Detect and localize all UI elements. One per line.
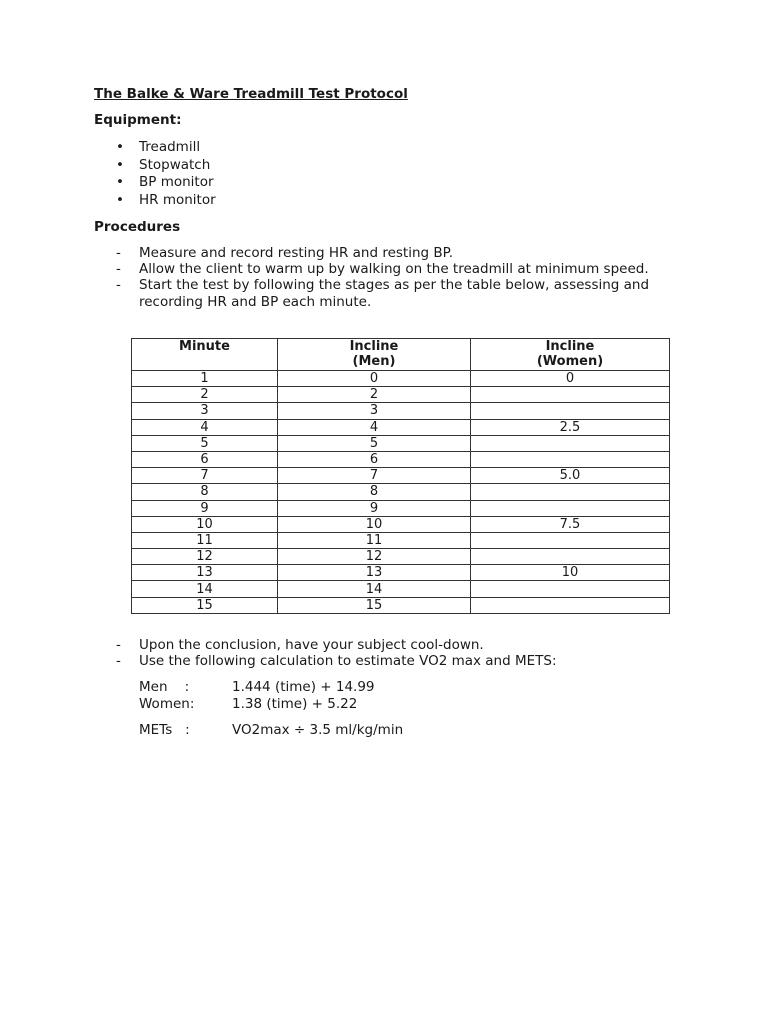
cell-minute: 3 — [132, 403, 278, 419]
procedure-step: - Upon the conclusion, have your subject cool-down. — [116, 637, 484, 653]
men-formula — [139, 679, 375, 696]
dash-icon: - — [116, 637, 121, 653]
cell-women: 0 — [471, 371, 670, 387]
cell-women — [471, 532, 670, 548]
table-row — [132, 403, 670, 419]
cell-men: 15 — [278, 597, 471, 613]
cell-men: 11 — [278, 532, 471, 548]
conclusion-steps — [94, 637, 654, 669]
equipment-heading: Equipment: — [94, 112, 182, 128]
cell-men: 9 — [278, 500, 471, 516]
list-item: • BP monitor — [116, 174, 214, 190]
cell-minute: 2 — [132, 387, 278, 403]
mets-formula-value: VO2max ÷ 3.5 ml/kg/min — [232, 722, 404, 738]
bullet-icon: • — [116, 191, 124, 208]
list-item: • HR monitor — [116, 191, 216, 208]
stages-table — [131, 338, 670, 614]
cell-minute: 13 — [132, 565, 278, 581]
table-header-row — [132, 339, 670, 371]
women-formula-value: 1.38 (time) + 5.22 — [232, 696, 358, 712]
men-formula-value: 1.444 (time) + 14.99 — [232, 679, 375, 695]
table-row — [132, 532, 670, 548]
header-incline-men: Incline (Men) — [278, 339, 471, 371]
procedure-steps — [94, 245, 654, 310]
cell-women: 10 — [471, 565, 670, 581]
men-formula-label: Men : — [139, 679, 190, 695]
cell-men: 2 — [278, 387, 471, 403]
cell-women — [471, 484, 670, 500]
procedure-step: - Measure and record resting HR and resting BP. — [116, 245, 453, 261]
cell-minute: 1 — [132, 371, 278, 387]
procedure-step: - Start the test by following the stages as per the table below, assessing and recording HR and BP each minute. — [116, 277, 650, 310]
cell-minute: 9 — [132, 500, 278, 516]
table-row — [132, 581, 670, 597]
cell-minute: 10 — [132, 516, 278, 532]
cell-women: 5.0 — [471, 468, 670, 484]
table-row — [132, 516, 670, 532]
cell-women — [471, 549, 670, 565]
bullet-icon: • — [116, 156, 124, 173]
cell-women: 7.5 — [471, 516, 670, 532]
cell-minute: 12 — [132, 549, 278, 565]
list-item: • Stopwatch — [116, 156, 211, 173]
cell-men: 3 — [278, 403, 471, 419]
table-row — [132, 371, 670, 387]
cell-minute: 5 — [132, 435, 278, 451]
dash-icon: - — [116, 261, 121, 278]
cell-men: 13 — [278, 565, 471, 581]
cell-men: 0 — [278, 371, 471, 387]
cell-minute: 14 — [132, 581, 278, 597]
cell-minute: 6 — [132, 451, 278, 467]
mets-formula — [139, 722, 403, 739]
header-minute: Minute — [132, 339, 278, 371]
cell-minute: 8 — [132, 484, 278, 500]
women-formula-label: Women: — [139, 696, 195, 712]
cell-women — [471, 597, 670, 613]
table-row — [132, 387, 670, 403]
list-item: • Treadmill — [116, 139, 201, 155]
cell-men: 12 — [278, 549, 471, 565]
bullet-icon: • — [116, 139, 124, 155]
mets-formula-label: METs : — [139, 722, 190, 738]
women-formula — [139, 696, 357, 713]
procedure-step: - Use the following calculation to estimate VO2 max and METS: — [116, 653, 557, 670]
table-row — [132, 597, 670, 613]
cell-minute: 15 — [132, 597, 278, 613]
cell-minute: 4 — [132, 419, 278, 435]
equipment-list — [94, 139, 216, 209]
procedures-heading: Procedures — [94, 219, 181, 235]
table-row — [132, 451, 670, 467]
table-row — [132, 435, 670, 451]
bullet-icon: • — [116, 174, 124, 190]
dash-icon: - — [116, 277, 121, 294]
table-row — [132, 565, 670, 581]
table-row — [132, 500, 670, 516]
cell-women — [471, 581, 670, 597]
table-row — [132, 468, 670, 484]
table-row — [132, 549, 670, 565]
cell-women — [471, 435, 670, 451]
cell-men: 10 — [278, 516, 471, 532]
cell-men: 8 — [278, 484, 471, 500]
dash-icon: - — [116, 653, 121, 670]
procedure-step: - Allow the client to warm up by walking on the treadmill at minimum speed. — [116, 261, 649, 278]
cell-women — [471, 451, 670, 467]
cell-men: 4 — [278, 419, 471, 435]
table-row — [132, 419, 670, 435]
cell-women — [471, 500, 670, 516]
cell-women: 2.5 — [471, 419, 670, 435]
cell-minute: 7 — [132, 468, 278, 484]
document-title: The Balke & Ware Treadmill Test Protocol — [94, 86, 408, 102]
cell-minute: 11 — [132, 532, 278, 548]
cell-men: 7 — [278, 468, 471, 484]
table-row — [132, 484, 670, 500]
header-incline-women: Incline (Women) — [471, 339, 670, 371]
dash-icon: - — [116, 245, 121, 261]
cell-women — [471, 403, 670, 419]
cell-women — [471, 387, 670, 403]
cell-men: 5 — [278, 435, 471, 451]
cell-men: 6 — [278, 451, 471, 467]
cell-men: 14 — [278, 581, 471, 597]
